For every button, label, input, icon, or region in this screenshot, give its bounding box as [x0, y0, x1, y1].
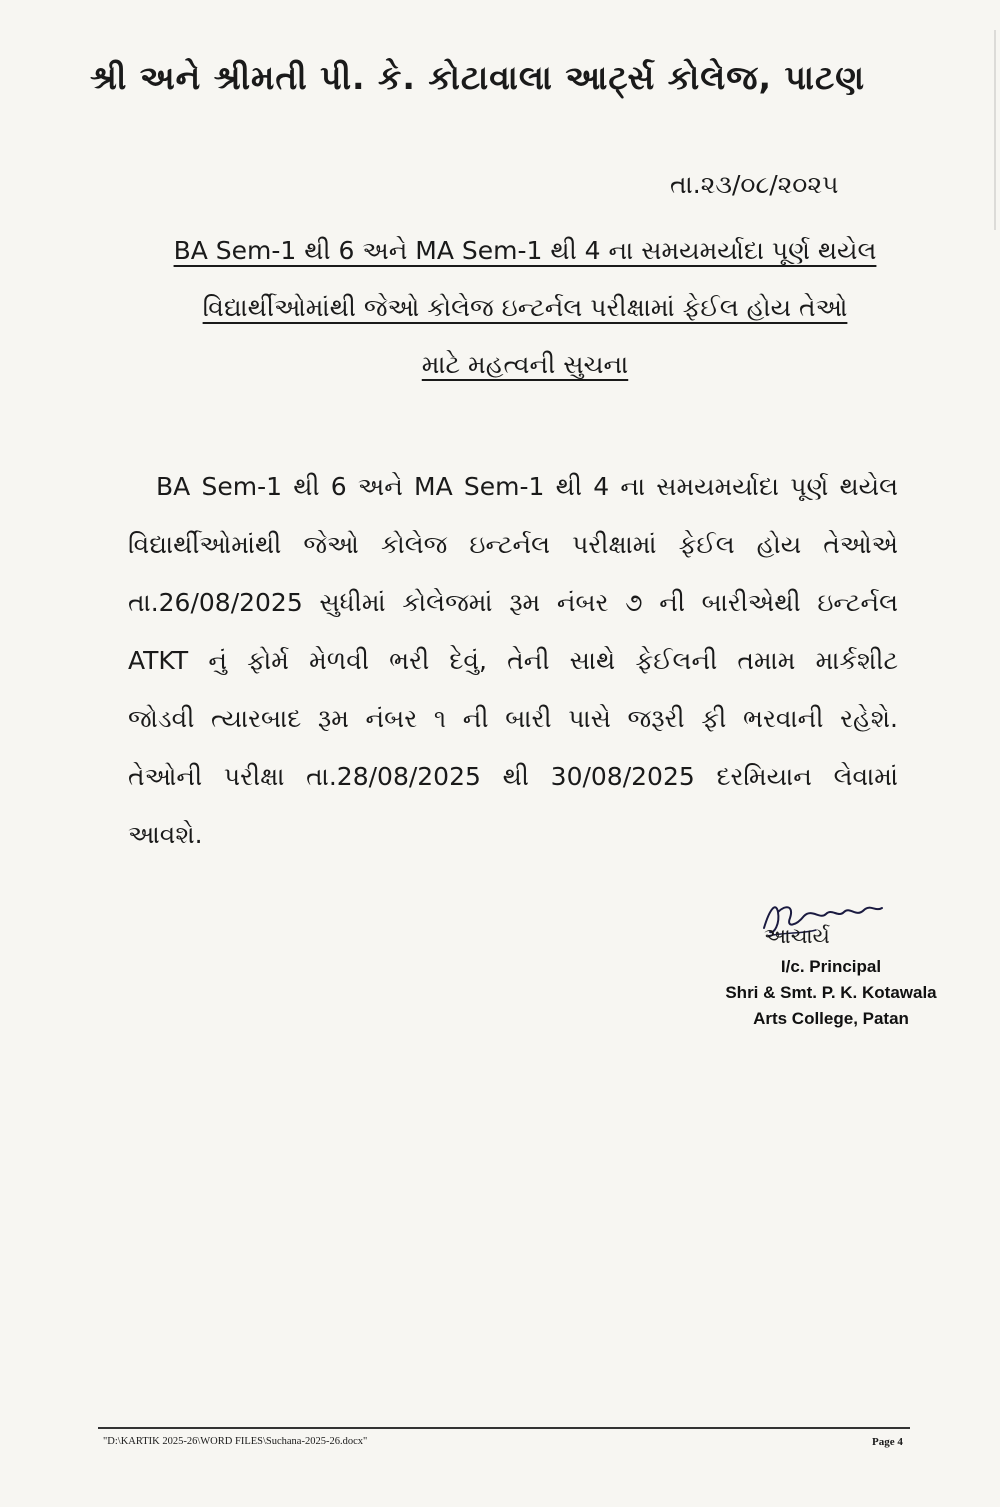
- subject-line-3: માટે મહત્વની સુચના: [421, 350, 629, 379]
- footer-divider: [98, 1427, 910, 1429]
- stamp-line-3: Arts College, Patan: [753, 1009, 909, 1028]
- principal-title-gujarati: આચાર્ય: [764, 924, 830, 948]
- body-line-3: તા.26/08/2025 સુધીમાં કોલેજમાં રૂમ નંબર ૭ ની બારીએથી ઇન્ટર્નલ: [128, 588, 898, 617]
- body-line-5: જોડવી ત્યારબાદ રૂમ નંબર ૧ ની બારી પાસે જરૂરી ફી ભરવાની રહેશે.: [128, 704, 898, 733]
- notice-date: તા.૨૩/૦૮/૨૦૨૫: [670, 170, 839, 199]
- subject-line-2: વિદ્યાર્થીઓમાંથી જેઓ કોલેજ ઇન્ટર્નલ પરીક્ષામાં ફેઈલ હોય તેઓ: [202, 293, 848, 322]
- notice-body: [128, 458, 898, 864]
- principal-stamp: [706, 954, 956, 1032]
- stamp-line-1: I/c. Principal: [780, 957, 882, 976]
- notice-subject: [150, 222, 900, 393]
- body-line-2: વિદ્યાર્થીઓમાંથી જેઓ કોલેજ ઇન્ટર્નલ પરીક્ષામાં ફેઈલ હોય તેઓએ: [128, 530, 898, 559]
- paper-edge: [994, 30, 998, 230]
- body-line-1: BA Sem-1 થી 6 અને MA Sem-1 થી 4 ના સમયમર્યાદા પૂર્ણ થયેલ: [156, 472, 898, 501]
- body-line-6: તેઓની પરીક્ષા તા.28/08/2025 થી 30/08/2025 દરમિયાન લેવામાં: [128, 762, 898, 791]
- body-line-7: આવશે.: [128, 820, 203, 849]
- stamp-line-2: Shri & Smt. P. K. Kotawala: [725, 983, 937, 1002]
- subject-line-1: BA Sem-1 થી 6 અને MA Sem-1 થી 4 ના સમયમર્યાદા પૂર્ણ થયેલ: [173, 236, 877, 265]
- college-name-heading: શ્રી અને શ્રીમતી પી. કે. કોટાવાલા આર્ટ્સ કોલેજ, પાટણ: [90, 58, 865, 97]
- footer-page-number: Page 4: [872, 1436, 903, 1448]
- footer-file-path: "D:\KARTIK 2025-26\WORD FILES\Suchana-2025-26.docx": [103, 1436, 368, 1447]
- body-line-4: ATKT નું ફોર્મ મેળવી ભરી દેવું, તેની સાથે ફેઈલની તમામ માર્કશીટ: [128, 646, 898, 675]
